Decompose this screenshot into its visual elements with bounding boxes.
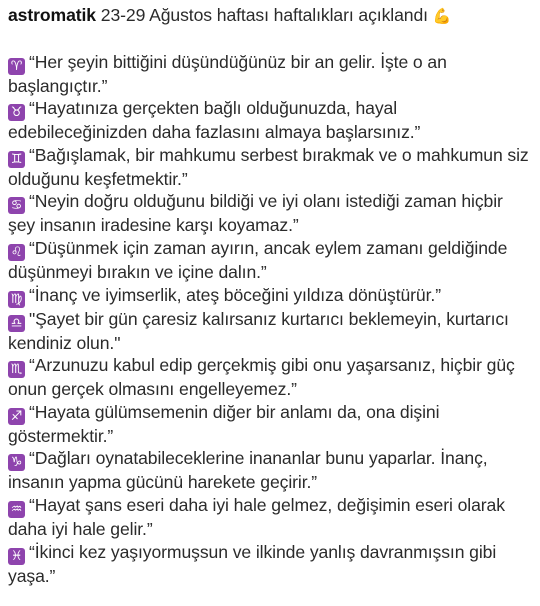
horoscope-quote: “Hayatınıza gerçekten bağlı olduğunuzda, hayal edebileceğinizden daha fazlasını almaya başlarsınız.” <box>8 98 421 143</box>
horoscope-list <box>8 51 532 588</box>
horoscope-quote: “Düşünmek için zaman ayırın, ancak eylem zamanı geldiğinde düşünmeyi bırakın ve içine dalın.” <box>8 237 508 282</box>
horoscope-quote: “Hayata gülümsemenin diğer bir anlamı da, ona dişini göstermektir.” <box>8 401 440 446</box>
gemini-icon: ♊ <box>8 151 25 168</box>
sagittarius-icon: ♐ <box>8 408 25 425</box>
aries-icon: ♈ <box>8 58 25 75</box>
cancer-icon: ♋ <box>8 197 25 214</box>
pisces-icon: ♓ <box>8 548 25 565</box>
horoscope-entry <box>8 401 532 448</box>
horoscope-quote: “Neyin doğru olduğunu bildiği ve iyi olanı istediği zaman hiçbir şey insanın iradesine karşı koyamaz.” <box>8 191 503 236</box>
horoscope-entry <box>8 494 532 541</box>
virgo-icon: ♍ <box>8 291 25 308</box>
capricorn-icon: ♑ <box>8 454 25 471</box>
leo-icon: ♌ <box>8 244 25 261</box>
horoscope-quote: “Arzunuzu kabul edip gerçekmiş gibi onu yaşarsanız, hiçbir güç onun gerçek olmasını engelleyemez.” <box>8 355 515 400</box>
horoscope-entry <box>8 308 532 355</box>
horoscope-entry <box>8 144 532 191</box>
horoscope-entry <box>8 97 532 144</box>
taurus-icon: ♉ <box>8 104 25 121</box>
horoscope-quote: “Bağışlamak, bir mahkumu serbest bırakmak ve o mahkumun siz olduğunu keşfetmektir.” <box>8 144 529 189</box>
header-text: 23-29 Ağustos haftası haftalıkları açıklandı <box>100 5 428 25</box>
horoscope-quote: “İkinci kez yaşıyormuşsun ve ilkinde yanlış davranmışsın gibi yaşa.” <box>8 541 497 586</box>
post-header <box>8 4 532 29</box>
horoscope-quote: “İnanç ve iyimserlik, ateş böceğini yıldıza dönüştürür.” <box>29 284 441 305</box>
libra-icon: ♎ <box>8 315 25 332</box>
flexed-biceps-icon: 💪 <box>432 8 452 25</box>
horoscope-entry <box>8 284 532 308</box>
horoscope-quote: "Şayet bir gün çaresiz kalırsanız kurtarıcı beklemeyin, kurtarıcı kendiniz olun." <box>8 308 509 353</box>
horoscope-quote: “Hayat şans eseri daha iyi hale gelmez, değişimin eseri olarak daha iyi hale gelir.” <box>8 494 505 539</box>
horoscope-entry <box>8 190 532 237</box>
horoscope-entry <box>8 447 532 494</box>
horoscope-entry <box>8 237 532 284</box>
username[interactable]: astromatik <box>8 5 96 25</box>
aquarius-icon: ♒ <box>8 501 25 518</box>
horoscope-quote: “Her şeyin bittiğini düşündüğünüz bir an gelir. İşte o an başlangıçtır.” <box>8 51 447 96</box>
horoscope-entry <box>8 354 532 401</box>
horoscope-quote: “Dağları oynatabileceklerine inananlar bunu yaparlar. İnanç, insanın yapma gücünü harekete geçirir.” <box>8 448 488 493</box>
horoscope-entry <box>8 541 532 588</box>
scorpio-icon: ♏ <box>8 361 25 378</box>
horoscope-entry <box>8 51 532 98</box>
